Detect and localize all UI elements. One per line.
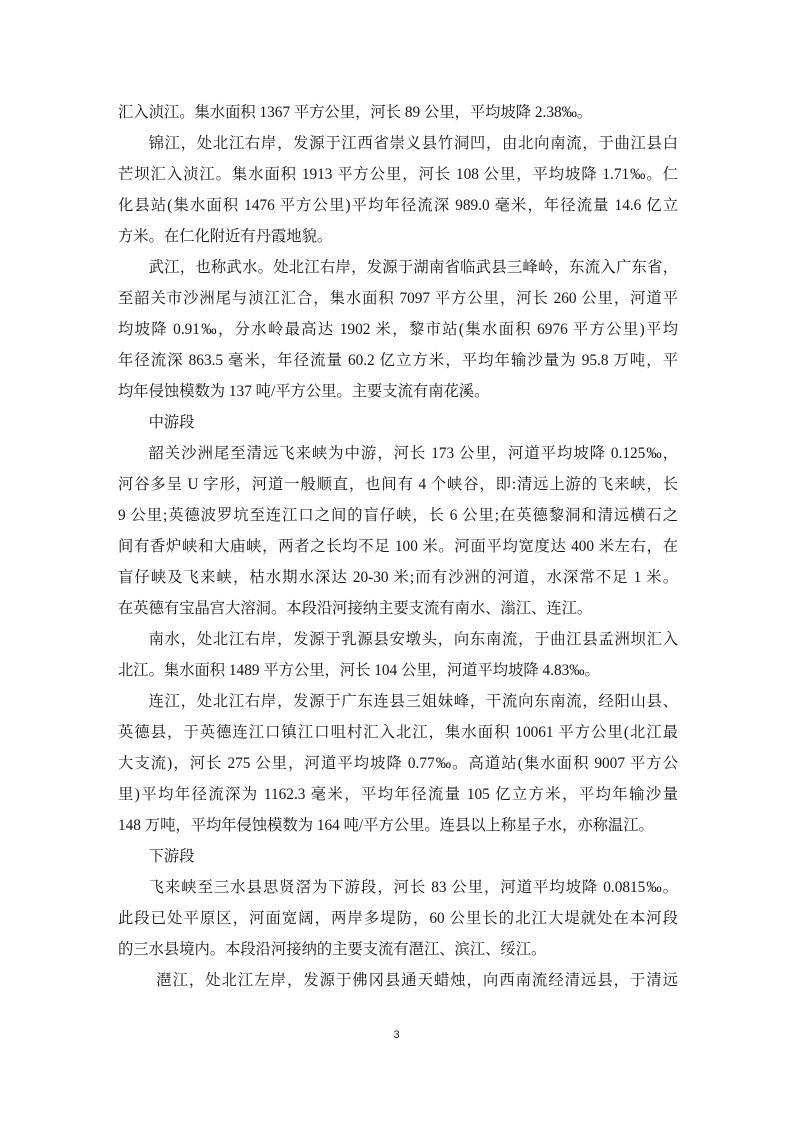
paragraph [118,965,678,996]
section-heading: 中游段 [148,414,195,431]
paragraph [118,97,678,128]
text-line: 南水，处北江右岸，发源于乳源县安墩头，向东南流，于曲江县孟洲坝汇入 [148,631,678,648]
text-line: 至韶关市沙洲尾与浈江汇合，集水面积 7097 平方公里，河长 260 公里，河道平 [118,290,678,307]
text-line: 武江，也称武水。处北江右岸，发源于湖南省临武县三峰岭，东流入广东省， [148,259,678,276]
text-line: 锦江，处北江右岸，发源于江西省崇义县竹洞凹，由北向南流，于曲江县白 [148,135,678,152]
text-line: 年径流深 863.5 毫米，年径流量 60.2 亿立方米，平均年输沙量为 95.8 万吨，平 [118,352,678,369]
text-line: 方米。在仁化附近有丹霞地貌。 [118,228,333,245]
text-line: 均坡降 0.91‰，分水岭最高达 1902 米，黎市站(集水面积 6976 平方公里)平均 [118,321,678,338]
text-line: 英德县，于英德连江口镇江口咀村汇入北江，集水面积 10061 平方公里(北江最 [118,724,678,741]
text-line: 9 公里;英德波罗坑至连江口之间的盲仔峡，长 6 公里;在英德黎洞和清远横石之 [118,507,678,524]
paragraph [118,624,678,686]
text-line: 大支流)，河长 275 公里，河道平均坡降 0.77‰。高道站(集水面积 9007 平方公 [118,755,678,772]
paragraph [118,438,678,624]
text-line: 均年侵蚀模数为 137 吨/平方公里。主要支流有南花溪。 [118,383,490,400]
text-line: 的三水县境内。本段沿河接纳的主要支流有潖江、滨江、绥江。 [118,941,547,958]
text-line: 韶关沙洲尾至清远飞来峡为中游，河长 173 公里，河道平均坡降 0.125‰， [148,445,678,462]
text-line: 盲仔峡及飞来峡，枯水期水深达 20-30 米;而有沙洲的河道，水深常不足 1 米。 [118,569,678,586]
text-line: 河谷多呈 U 字形，河道一般顺直，也间有 4 个峡谷，即:清远上游的飞来峡，长 [118,476,678,493]
paragraph [118,128,678,252]
text-line: 化县站(集水面积 1476 平方公里)平均年径流深 989.0 毫米，年径流量 14.6 亿立 [118,197,678,214]
text-line: 飞来峡至三水县思贤滘为下游段，河长 83 公里，河道平均坡降 0.0815‰。 [148,879,678,896]
paragraph [118,686,678,841]
section-heading: 下游段 [148,848,195,865]
text-line: 北江。集水面积 1489 平方公里，河长 104 公里，河道平均坡降 4.83‰。 [118,662,600,679]
text-line: 间有香炉峡和大庙峡，两者之长均不足 100 米。河面平均宽度达 400 米左右，在 [118,538,678,555]
text-line: 此段已处平原区，河面宽阔，两岸多堤防，60 公里长的北江大堤就处在本河段 [118,910,678,927]
text-line: 在英德有宝晶宫大溶洞。本段沿河接纳主要支流有南水、滃江、连江。 [118,600,593,617]
text-line: 汇入浈江。集水面积 1367 平方公里，河长 89 公里，平均坡降 2.38‰。 [118,104,593,121]
page-number: 3 [393,1029,400,1041]
text-line: 里)平均年径流深为 1162.3 毫米，平均年径流量 105 亿立方米，平均年输沙量 [118,786,678,803]
text-line: 148 万吨，平均年侵蚀模数为 164 吨/平方公里。连县以上称星子水，亦称温江。 [118,817,654,834]
text-line: 潖江，处北江左岸，发源于佛冈县通天蜡烛，向西南流经清远县，于清远 [156,972,678,989]
text-line: 芒坝汇入浈江。集水面积 1913 平方公里，河长 108 公里，平均坡降 1.71‰。仁 [118,166,678,183]
page-body [118,97,678,996]
paragraph [118,872,678,965]
text-line: 连江，处北江右岸，发源于广东连县三姐妹峰，干流向东南流，经阳山县、 [148,693,678,710]
paragraph [118,252,678,407]
